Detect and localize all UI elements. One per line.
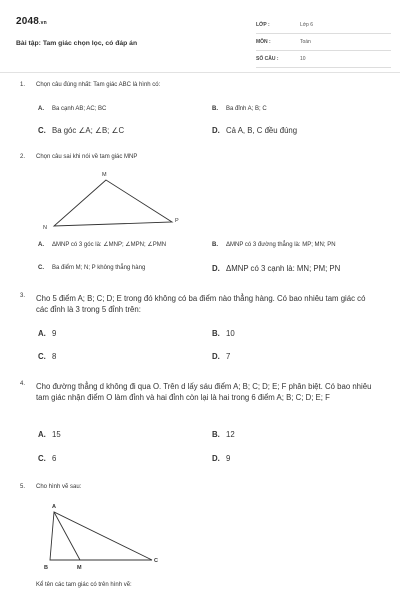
option-letter: C.	[38, 265, 44, 271]
option-b[interactable]	[212, 242, 336, 250]
option-letter: A.	[38, 106, 44, 112]
page-title: Bài tập: Tam giác chọn lọc, có đáp án	[16, 40, 138, 47]
question-4	[20, 381, 380, 471]
option-letter: B.	[212, 242, 218, 248]
option-text: 10	[226, 329, 235, 338]
question-number: 3.	[20, 293, 26, 299]
question-number: 2.	[20, 154, 26, 160]
meta-row-subject	[256, 35, 391, 51]
triangle-abc-figure	[40, 498, 170, 578]
option-text: Cả A, B, C đều đúng	[226, 126, 298, 135]
meta-row-class	[256, 18, 391, 34]
meta-key: SỐ CÂU :	[256, 56, 279, 62]
question-text: Cho 5 điểm A; B; C; D; E trong đó không có ba điểm nào thẳng hàng. Có bao nhiêu tam giác có các đỉnh là 3 trong 5 đỉnh trên:	[36, 294, 366, 315]
logo-suffix: .vn	[39, 20, 47, 26]
option-text: Ba cạnh AB; AC; BC	[52, 106, 107, 112]
option-letter: A.	[38, 242, 44, 248]
option-letter: A.	[38, 430, 46, 439]
option-letter: D.	[212, 352, 220, 361]
option-letter: D.	[212, 126, 220, 135]
option-c[interactable]	[38, 352, 56, 362]
question-1	[20, 82, 380, 142]
option-letter: A.	[38, 329, 46, 338]
meta-value: Toán	[300, 39, 311, 45]
option-a[interactable]	[38, 106, 106, 114]
option-letter: B.	[212, 430, 220, 439]
option-b[interactable]	[212, 329, 235, 339]
question-text: Cho hình vẽ sau:	[36, 484, 82, 490]
option-letter: D.	[212, 454, 220, 463]
option-b[interactable]	[212, 106, 267, 114]
option-text: Ba điểm M; N; P không thẳng hàng	[52, 265, 146, 271]
label-b: B	[44, 565, 48, 571]
label-n: N	[43, 225, 47, 231]
option-text: 12	[226, 430, 235, 439]
triangle-abc-shape	[50, 512, 152, 560]
option-c[interactable]	[38, 126, 124, 136]
question-2	[20, 154, 380, 284]
option-text: ΔMNP có 3 đường thẳng là: MP; MN; PN	[226, 242, 336, 248]
question-text: Chọn câu sai khi nói về tam giác MNP	[36, 154, 138, 160]
question-text: Cho đường thẳng d không đi qua O. Trên d lấy sáu điểm A; B; C; D; E; F phân biệt. Có bao nhiêu tam giác nhận điểm O làm đỉnh và hai đỉnh còn lại là hai trong 6 điểm A; B; C; D; E; F	[36, 382, 372, 403]
label-a: A	[52, 504, 56, 510]
option-letter: C.	[38, 454, 46, 463]
option-text: ΔMNP có 3 góc là: ∠MNP; ∠MPN; ∠PMN	[52, 242, 167, 248]
option-letter: B.	[212, 106, 218, 112]
option-a[interactable]	[38, 242, 166, 250]
site-logo[interactable]	[16, 16, 47, 29]
label-m: M	[77, 565, 82, 571]
option-text: Ba góc ∠A; ∠B; ∠C	[52, 126, 125, 135]
option-text: 7	[226, 352, 231, 361]
meta-row-count	[256, 52, 391, 68]
header	[16, 10, 386, 66]
option-text: 9	[226, 454, 231, 463]
option-d[interactable]	[212, 352, 230, 362]
option-letter: C.	[38, 352, 46, 361]
option-letter: D.	[212, 264, 220, 273]
logo-main: 2048	[16, 16, 40, 27]
meta-key: LỚP :	[256, 22, 270, 28]
option-text: 8	[52, 352, 57, 361]
question-number: 4.	[20, 381, 26, 387]
triangle-mnp-shape	[54, 180, 172, 226]
option-a[interactable]	[38, 329, 56, 339]
triangle-mnp-figure	[38, 168, 188, 232]
option-d[interactable]	[212, 126, 297, 136]
header-divider	[0, 72, 400, 73]
question-footer: Kể tên các tam giác có trên hình vẽ:	[36, 582, 132, 588]
label-m: M	[102, 172, 107, 178]
meta-key: MÔN :	[256, 39, 271, 45]
segment-am	[54, 512, 80, 560]
option-letter: B.	[212, 329, 220, 338]
label-c: C	[154, 558, 158, 564]
option-text: Ba đỉnh A; B; C	[226, 106, 267, 112]
option-b[interactable]	[212, 430, 235, 440]
option-c[interactable]	[38, 454, 56, 464]
option-d[interactable]	[212, 264, 340, 274]
meta-value: Lớp 6	[300, 22, 314, 28]
option-text: 15	[52, 430, 61, 439]
option-text: 9	[52, 329, 57, 338]
option-a[interactable]	[38, 430, 61, 440]
meta-info	[256, 18, 391, 69]
option-text: ΔMNP có 3 cạnh là: MN; PM; PN	[226, 264, 341, 273]
question-3	[20, 293, 380, 365]
option-d[interactable]	[212, 454, 230, 464]
question-number: 5.	[20, 484, 26, 490]
meta-value: 10	[300, 56, 306, 62]
option-c[interactable]	[38, 265, 145, 273]
label-p: P	[175, 218, 179, 224]
question-5	[20, 484, 380, 596]
question-number: 1.	[20, 82, 26, 88]
option-letter: C.	[38, 126, 46, 135]
question-text: Chọn câu đúng nhất: Tam giác ABC là hình có:	[36, 82, 161, 88]
option-text: 6	[52, 454, 57, 463]
